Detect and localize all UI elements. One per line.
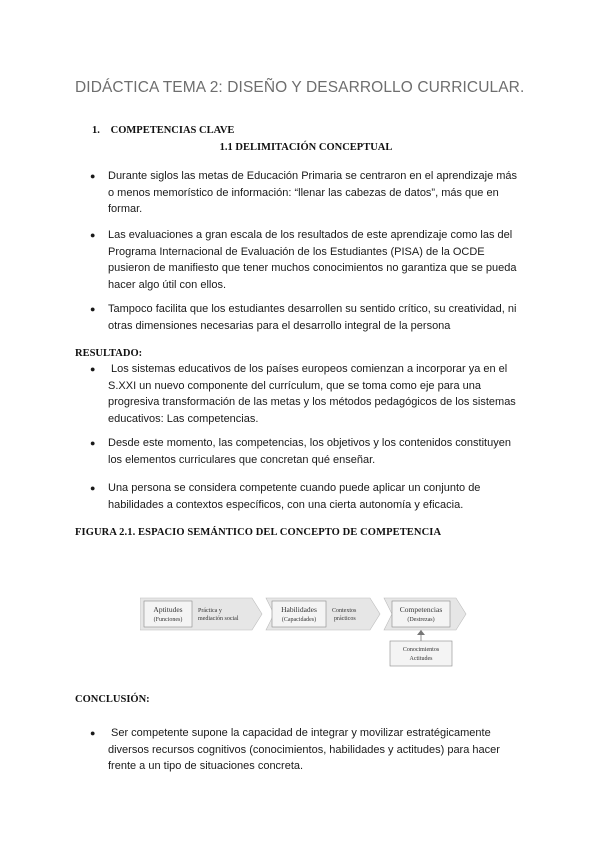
- list-item: ● Una persona se considera competente cuando puede aplicar un conjunto de habilidades a contextos específicos, con una cierta autonomía y eficacia.: [90, 482, 481, 511]
- practica-text: Práctica y: [198, 608, 222, 614]
- bullet-icon: ●: [90, 728, 96, 738]
- aptitudes-title: Aptitudes: [153, 605, 183, 614]
- section-number: 1.: [92, 125, 100, 136]
- competencias-sub: (Destrezas): [407, 617, 435, 623]
- habilidades-title: Habilidades: [281, 605, 317, 614]
- aptitudes-sub: (Funciones): [153, 617, 183, 623]
- list-item: ● Desde este momento, las competencias, los objetivos y los contenidos constituyen los elementos curriculares que concretan qué enseñar.: [90, 437, 511, 466]
- resultado-label: RESULTADO:: [75, 348, 143, 359]
- page-title: DIDÁCTICA TEMA 2: DISEÑO Y DESARROLLO CURRICULAR.: [75, 79, 525, 96]
- conocimientos-text: Conocimientos: [402, 647, 440, 653]
- list-item: ● Las evaluaciones a gran escala de los resultados de este aprendizaje como las del Programa Internacional de Evaluación de los Estudiantes (PISA) de la OCDE pusieron de manifiesto que tener muchos conocimientos no garantiza que se pueda hacer algo útil con ellos.: [90, 229, 517, 291]
- contextos-text: Contextos: [332, 608, 357, 614]
- bullet-icon: ●: [90, 230, 96, 240]
- list-item: ● Durante siglos las metas de Educación Primaria se centraron en el aprendizaje más o menos memorístico de información: “llenar las cabezas de datos”, más que en formar.: [90, 170, 518, 215]
- bullet-icon: ●: [90, 438, 96, 448]
- section-heading: [92, 125, 234, 136]
- mediacion-text: mediación social: [198, 616, 239, 622]
- bullet-icon: ●: [90, 364, 96, 374]
- actitudes-text: Actitudes: [409, 656, 433, 662]
- section-title: COMPETENCIAS CLAVE: [110, 125, 235, 136]
- subsection-heading: 1.1 DELIMITACIÓN CONCEPTUAL: [219, 142, 393, 153]
- habilidades-sub: (Capacidades): [281, 617, 317, 623]
- conocimientos-box: [390, 641, 452, 666]
- practicos-text: prácticos: [334, 616, 356, 622]
- bullet-icon: ●: [90, 483, 96, 493]
- bullet-icon: ●: [90, 171, 96, 181]
- list-item: ● Ser competente supone la capacidad de integrar y movilizar estratégicamente diversos recursos cognitivos (conocimientos, habilidades y actitudes) para hacer frente a un tipo de situaciones concreta.: [90, 727, 500, 772]
- competencias-title: Competencias: [399, 605, 443, 614]
- conclusion-label: CONCLUSIÓN:: [75, 694, 150, 705]
- competence-diagram: [140, 588, 470, 668]
- list-item: ● Tampoco facilita que los estudiantes desarrollen su sentido crítico, su creatividad, ni otras dimensiones necesarias para el desarrollo integral de la persona: [90, 303, 517, 332]
- bullet-icon: ●: [90, 304, 96, 314]
- list-item: ● Los sistemas educativos de los países europeos comienzan a incorporar ya en el S.XXI un nuevo componente del currículum, que se toma como eje para una progresiva transformación de las metas y los métodos pedagógicos de los sistemas educativos: Las competencias.: [90, 363, 516, 425]
- up-arrow-head: [417, 630, 425, 635]
- figure-caption: FIGURA 2.1. ESPACIO SEMÁNTICO DEL CONCEPTO DE COMPETENCIA: [75, 527, 442, 538]
